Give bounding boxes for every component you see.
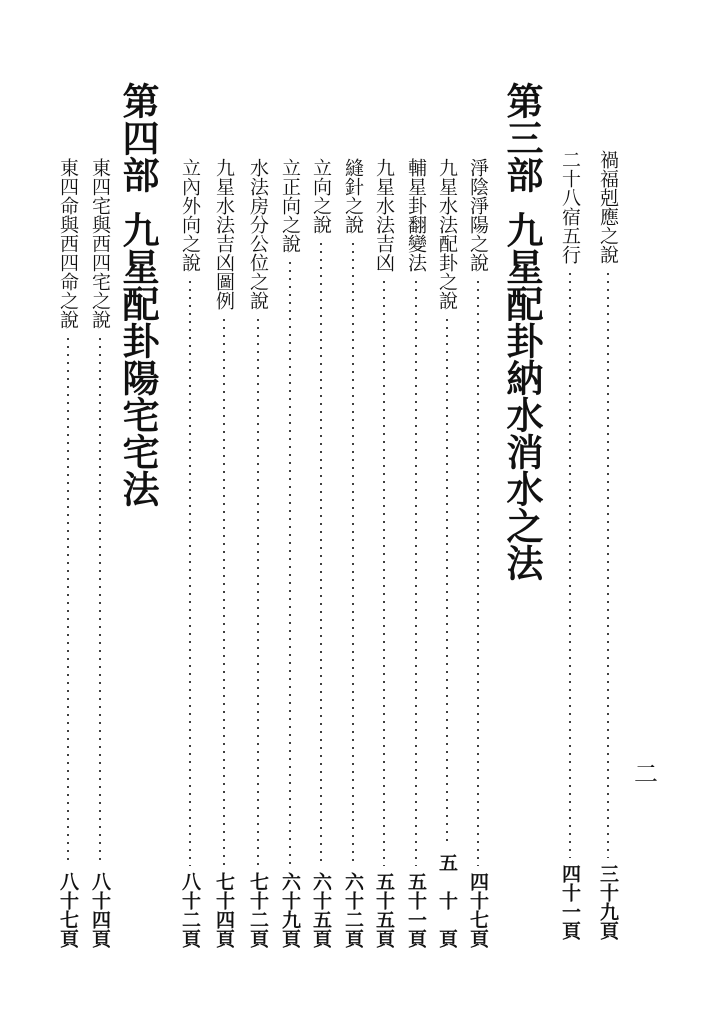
entry-title: 九星水法配卦之說 <box>436 158 458 310</box>
entry-title: 東四宅與西四宅之說 <box>89 158 111 329</box>
toc-entry[interactable] <box>178 158 202 948</box>
entry-page: 六十二頁 <box>342 872 364 948</box>
entry-title: 淨陰淨陽之說 <box>467 158 489 272</box>
dot-leader <box>320 240 322 866</box>
toc-entry[interactable] <box>372 158 396 948</box>
entry-title: 輔星卦翻變法 <box>405 158 427 272</box>
dot-leader <box>383 278 385 866</box>
toc-entry[interactable] <box>435 158 459 948</box>
entry-page: 七十四頁 <box>213 872 235 948</box>
dot-leader <box>257 316 259 866</box>
toc-entry[interactable] <box>558 150 582 940</box>
entry-title: 立正向之說 <box>279 158 301 253</box>
toc-entry[interactable] <box>56 158 80 948</box>
entry-title: 水法房分公位之說 <box>247 158 269 310</box>
entry-page: 八十二頁 <box>179 872 201 948</box>
dot-leader <box>223 316 225 866</box>
dot-leader <box>569 270 571 858</box>
entry-title: 東四命與西四命之說 <box>57 158 79 329</box>
toc-entry[interactable] <box>341 158 365 948</box>
entry-page: 八十四頁 <box>89 872 111 948</box>
part-title: 九星配卦陽宅宅法 <box>116 211 160 507</box>
toc-entry[interactable] <box>466 158 490 948</box>
part-heading-3 <box>500 82 544 581</box>
dot-leader <box>99 335 101 866</box>
entry-page: 四十七頁 <box>467 872 489 948</box>
part-title: 九星配卦納水消水之法 <box>500 211 544 581</box>
entry-title: 二十八宿五行 <box>559 150 581 264</box>
toc-entry[interactable] <box>278 158 302 948</box>
dot-leader <box>289 259 291 866</box>
entry-title: 禍福剋應之說 <box>597 150 619 264</box>
entry-page: 五十五頁 <box>373 872 395 948</box>
dot-leader <box>607 270 609 858</box>
entry-title: 九星水法吉凶圖例 <box>213 158 235 310</box>
toc-entry[interactable] <box>246 158 270 948</box>
dot-leader <box>67 335 69 866</box>
toc-entry[interactable] <box>596 150 620 940</box>
toc-entry[interactable] <box>212 158 236 948</box>
page-number: 二 <box>634 760 658 788</box>
dot-leader <box>415 278 417 866</box>
toc-entry[interactable] <box>404 158 428 948</box>
entry-title: 九星水法吉凶 <box>373 158 395 272</box>
entry-page: 六十五頁 <box>310 872 332 948</box>
entry-page: 四十一頁 <box>559 864 581 940</box>
entry-title: 立向之說 <box>310 158 332 234</box>
dot-leader <box>446 316 448 847</box>
dot-leader <box>477 278 479 866</box>
entry-page: 六十九頁 <box>279 872 301 948</box>
entry-title: 縫針之說 <box>342 158 364 234</box>
toc-entry[interactable] <box>309 158 333 948</box>
part-heading-4 <box>116 82 160 507</box>
entry-page: 五十一頁 <box>405 872 427 948</box>
entry-page: 七十二頁 <box>247 872 269 948</box>
entry-page: 三十九頁 <box>597 864 619 940</box>
entry-title: 立內外向之說 <box>179 158 201 272</box>
dot-leader <box>189 278 191 866</box>
part-label: 第四部 <box>116 82 160 193</box>
entry-page: 八十七頁 <box>57 872 79 948</box>
dot-leader <box>352 240 354 866</box>
entry-page: 五 十 頁 <box>436 853 458 948</box>
part-label: 第三部 <box>500 82 544 193</box>
toc-entry[interactable] <box>88 158 112 948</box>
